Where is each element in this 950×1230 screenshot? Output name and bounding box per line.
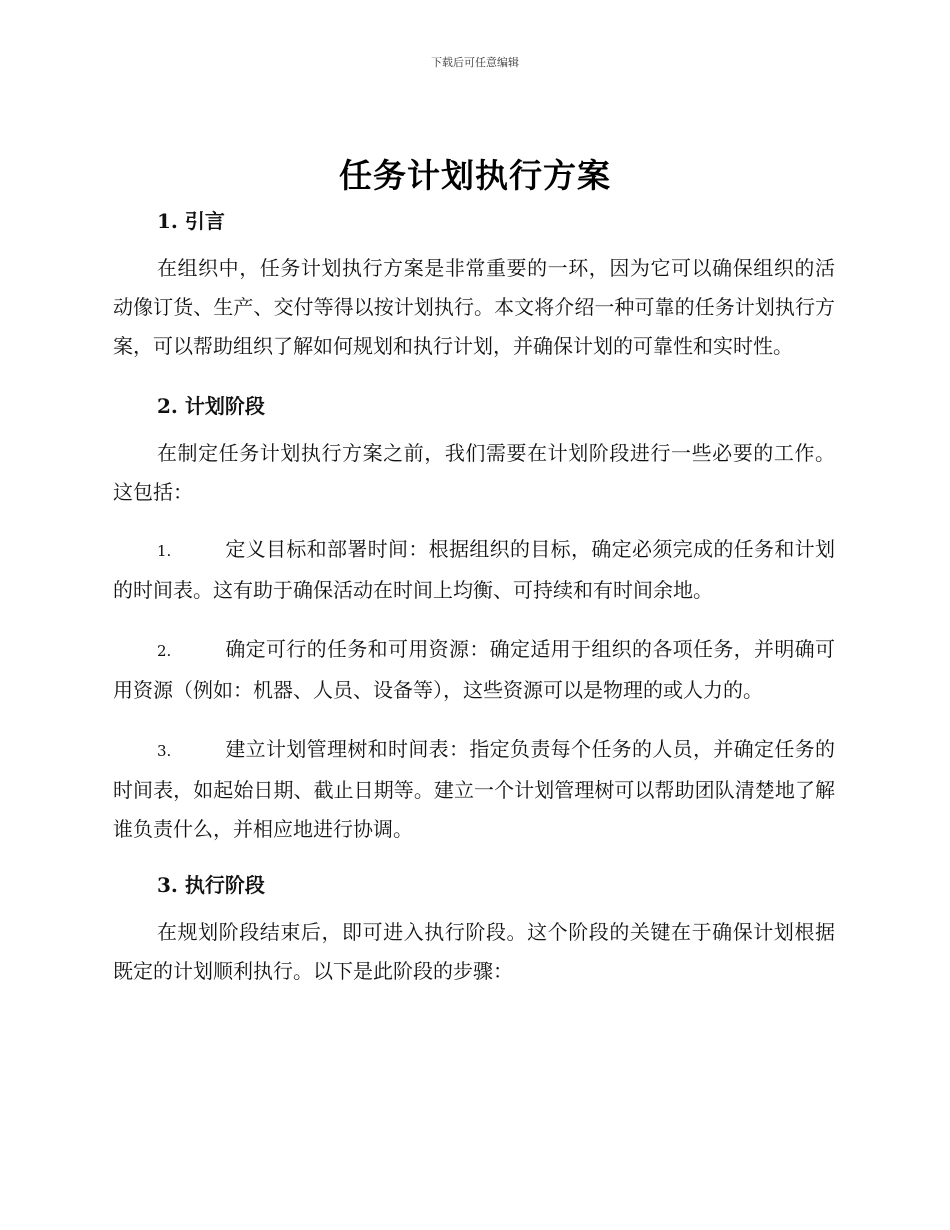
section-paragraph-intro: 在组织中，任务计划执行方案是非常重要的一环，因为它可以确保组织的活动像订货、生产、交付等得以按计划执行。本文将介绍一种可靠的任务计划执行方案，可以帮助组织了解如何规划和执行计划，并确保计划的可靠性和实时性。 bbox=[113, 256, 835, 358]
list-item-number: 3. bbox=[157, 742, 172, 760]
list-item-number: 1. bbox=[157, 542, 172, 560]
section-paragraph-execution: 在规划阶段结束后，即可进入执行阶段。这个阶段的关键在于确保计划根据既定的计划顺利执行。以下是此阶段的步骤： bbox=[113, 920, 835, 983]
header-note: 下载后可任意编辑 bbox=[431, 56, 519, 69]
document-body bbox=[113, 204, 835, 991]
list-item bbox=[113, 530, 835, 610]
list-item-text: 建立计划管理树和时间表：指定负责每个任务的人员，并确定任务的时间表，如起始日期、截止日期等。建立一个计划管理树可以帮助团队清楚地了解谁负责什么，并相应地进行协调。 bbox=[113, 737, 835, 841]
list-item bbox=[113, 630, 835, 710]
section-heading-planning: 2. 计划阶段 bbox=[157, 394, 265, 418]
section-heading-execution: 3. 执行阶段 bbox=[157, 873, 265, 897]
section-heading-intro: 1. 引言 bbox=[157, 209, 225, 233]
list-item-number: 2. bbox=[157, 642, 172, 660]
document-title: 任务计划执行方案 bbox=[339, 156, 611, 195]
list-item bbox=[113, 730, 835, 849]
list-item-text: 定义目标和部署时间：根据组织的目标，确定必须完成的任务和计划的时间表。这有助于确保活动在时间上均衡、可持续和有时间余地。 bbox=[113, 537, 835, 602]
list-item-text: 确定可行的任务和可用资源：确定适用于组织的各项任务，并明确可用资源（例如：机器、人员、设备等），这些资源可以是物理的或人力的。 bbox=[113, 637, 835, 702]
section-paragraph-planning: 在制定任务计划执行方案之前，我们需要在计划阶段进行一些必要的工作。这包括： bbox=[113, 441, 835, 504]
